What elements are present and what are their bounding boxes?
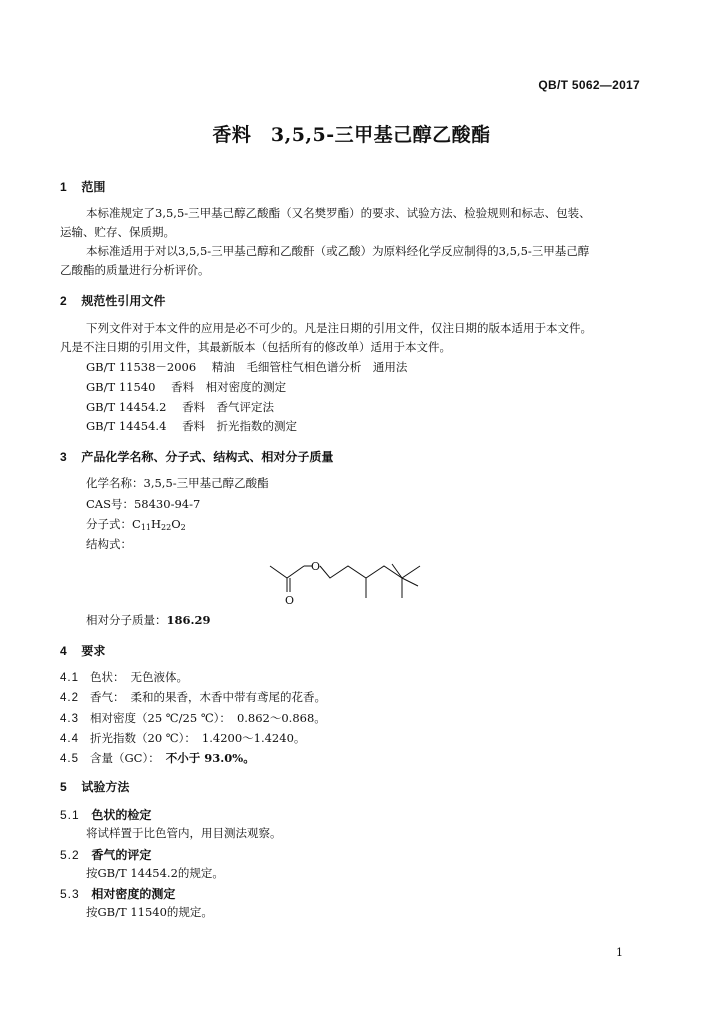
structural-formula [260, 548, 440, 608]
carbonyl-oxygen-atom: O [285, 594, 295, 607]
alkyl-chain [320, 566, 420, 578]
section-title: 要求 [81, 644, 106, 658]
reference-code: GB/T 11538－2006 [86, 360, 197, 374]
requirement-number: 4.3 [60, 713, 79, 725]
section-heading-3 [60, 448, 333, 465]
subsection-text: 按GB/T 14454.2的规定。 [86, 866, 224, 880]
requirement-number: 4.5 [60, 753, 79, 765]
ester-oxygen-atom: O [311, 560, 321, 573]
mw-label: 相对分子质量： [86, 613, 167, 627]
requirement-value: 无色液体。 [130, 670, 188, 684]
requirement-value: 柔和的果香，木香中带有鸢尾的花香。 [130, 690, 326, 704]
subsection-title: 相对密度的测定 [91, 887, 176, 901]
subsection-title: 色状的检定 [91, 808, 152, 822]
chemical-name: 化学名称：3,5,5-三甲基己醇乙酸酯 [86, 476, 269, 490]
requirement-label: 香气： [90, 690, 125, 704]
reference-item [86, 359, 419, 375]
structure-label: 结构式： [86, 537, 132, 551]
reference-title: 香料 香气评定法 [182, 400, 275, 414]
mw-value: 186.29 [166, 613, 211, 627]
requirement-number: 4.1 [60, 672, 79, 684]
section-number: 5 [60, 780, 67, 794]
requirement-label: 含量（GC）： [90, 751, 160, 765]
reference-code: GB/T 14454.2 [86, 400, 167, 414]
section-number: 1 [60, 180, 67, 194]
requirement-item [60, 710, 326, 726]
requirement-item [60, 730, 305, 746]
formula-subscript-c: 11 [140, 523, 151, 532]
requirement-item [60, 750, 255, 766]
section-number: 4 [60, 644, 67, 658]
document-title: 香料 3,5,5-三甲基己醇乙酸酯 [212, 124, 491, 146]
acetyl-bonds [270, 566, 304, 578]
reference-item [86, 418, 309, 434]
scope-paragraph-2b: 乙酸酯的质量进行分析评价。 [60, 263, 210, 277]
standard-code: QB/T 5062—2017 [538, 78, 640, 92]
molecular-formula [86, 516, 671, 536]
section-title: 产品化学名称、分子式、结构式、相对分子质量 [81, 450, 334, 464]
requirement-label: 折光指数（20 ℃）： [90, 731, 196, 745]
requirement-number: 4.2 [60, 692, 79, 704]
reference-title: 香料 折光指数的测定 [182, 419, 298, 433]
subsection-text: 将试样置于比色管内，用目测法观察。 [86, 826, 282, 840]
subsection-heading [60, 846, 151, 863]
subsection-title: 香气的评定 [91, 848, 152, 862]
formula-element-h: H [151, 517, 162, 531]
requirement-value: 0.862～0.868。 [236, 711, 326, 725]
subsection-number: 5.2 [60, 848, 80, 862]
subsection-number: 5.3 [60, 887, 80, 901]
reference-code: GB/T 14454.4 [86, 419, 167, 433]
subsection-number: 5.1 [60, 808, 80, 822]
section-number: 2 [60, 294, 67, 308]
requirement-item [60, 689, 326, 705]
page-number: 1 [616, 946, 623, 959]
subsection-heading [60, 885, 175, 902]
reference-item [86, 379, 298, 395]
scope-paragraph-1b: 运输、贮存、保质期。 [60, 225, 175, 239]
formula-label: 分子式： [86, 517, 132, 531]
section-title: 范围 [81, 180, 106, 194]
reference-title: 精油 毛细管柱气相色谱分析 通用法 [211, 360, 408, 374]
requirement-label: 相对密度（25 ℃/25 ℃）： [90, 711, 231, 725]
requirement-value: 不小于 93.0%。 [165, 751, 255, 765]
subsection-text: 按GB/T 11540的规定。 [86, 905, 213, 919]
requirement-label: 色状： [90, 670, 125, 684]
section-heading-5 [60, 778, 129, 795]
formula-subscript-o: 2 [180, 523, 186, 532]
section-heading-4 [60, 642, 105, 659]
scope-paragraph-1a: 本标准规定了3,5,5-三甲基己醇乙酸酯（又名樊罗酯）的要求、试验方法、检验规则和标志、包装、 [86, 206, 591, 220]
reference-item [86, 399, 286, 415]
subsection-heading [60, 806, 151, 823]
tert-methyl-right [402, 578, 418, 586]
normative-paragraph-a: 下列文件对于本文件的应用是必不可少的。凡是注日期的引用文件，仅注日期的版本适用于本文件。 [86, 321, 592, 335]
tert-methyl-up [392, 564, 402, 578]
formula-element-o: O [171, 517, 181, 531]
requirement-item [60, 669, 188, 685]
formula-subscript-h: 22 [161, 523, 172, 532]
normative-paragraph-b: 凡是不注日期的引用文件，其最新版本（包括所有的修改单）适用于本文件。 [60, 340, 451, 354]
section-heading-1 [60, 178, 105, 195]
section-heading-2 [60, 292, 165, 309]
formula-element-c: C [132, 517, 141, 531]
section-number: 3 [60, 450, 67, 464]
scope-paragraph-2a: 本标准适用于对以3,5,5-三甲基己醇和乙酸酐（或乙酸）为原料经化学反应制得的3,5,5-三甲基己醇 [86, 244, 590, 258]
reference-title: 香料 相对密度的测定 [171, 380, 287, 394]
section-title: 规范性引用文件 [81, 294, 166, 308]
molecular-weight [86, 612, 671, 628]
cas-number: CAS号：58430-94-7 [86, 497, 201, 511]
section-title: 试验方法 [81, 780, 130, 794]
requirement-number: 4.4 [60, 733, 79, 745]
reference-code: GB/T 11540 [86, 380, 156, 394]
requirement-value: 1.4200～1.4240。 [201, 731, 306, 745]
